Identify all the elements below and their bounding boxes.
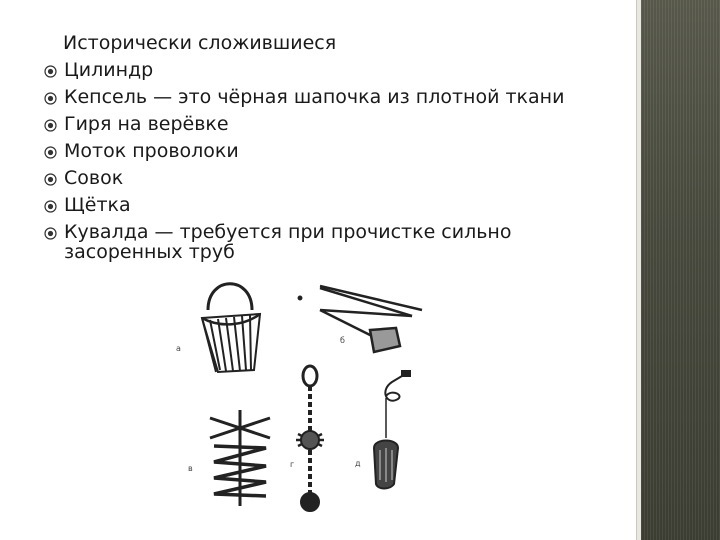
eye-bullet-icon: [44, 146, 57, 159]
list-item: [44, 138, 604, 165]
weight-on-cord-tool: [355, 371, 410, 489]
eye-bullet-icon: [44, 65, 57, 78]
list-item: [44, 219, 604, 266]
list-item-text: Щётка: [64, 194, 131, 216]
bullet-list: [44, 57, 604, 266]
chain-weight-brush-tool: [290, 366, 324, 511]
list-item-text: Гиря на верёвке: [64, 113, 229, 135]
chimney-sweep-tools-illustration: [160, 270, 630, 530]
figure-label-b: б: [340, 336, 345, 345]
eye-bullet-icon: [44, 227, 57, 240]
list-item: [44, 111, 604, 138]
list-item-text: Кувалда — требуется при прочистке сильно засоренных труб: [64, 221, 512, 263]
bucket-tool: [176, 284, 260, 372]
list-item-text: Кепсель — это чёрная шапочка из плотной ткани: [64, 86, 565, 108]
figure-label-v: в: [188, 464, 193, 473]
figure-label-g: г: [290, 460, 295, 469]
list-item: [44, 192, 604, 219]
list-item: [44, 165, 604, 192]
figure-label-d: д: [355, 459, 361, 468]
list-item-text: Совок: [64, 167, 124, 189]
slide-heading: Исторически сложившиеся: [63, 32, 337, 54]
eye-bullet-icon: [44, 200, 57, 213]
figure-label-a: а: [176, 344, 181, 353]
list-item-text: Цилиндр: [64, 59, 154, 81]
list-item: [44, 57, 604, 84]
list-item-text: Моток проволоки: [64, 140, 239, 162]
eye-bullet-icon: [44, 92, 57, 105]
spiral-brush-tool: [188, 410, 270, 506]
list-item: [44, 84, 604, 111]
eye-bullet-icon: [44, 119, 57, 132]
folding-scoop-tool: [299, 286, 422, 352]
eye-bullet-icon: [44, 173, 57, 186]
decorative-side-bar: [641, 0, 720, 540]
